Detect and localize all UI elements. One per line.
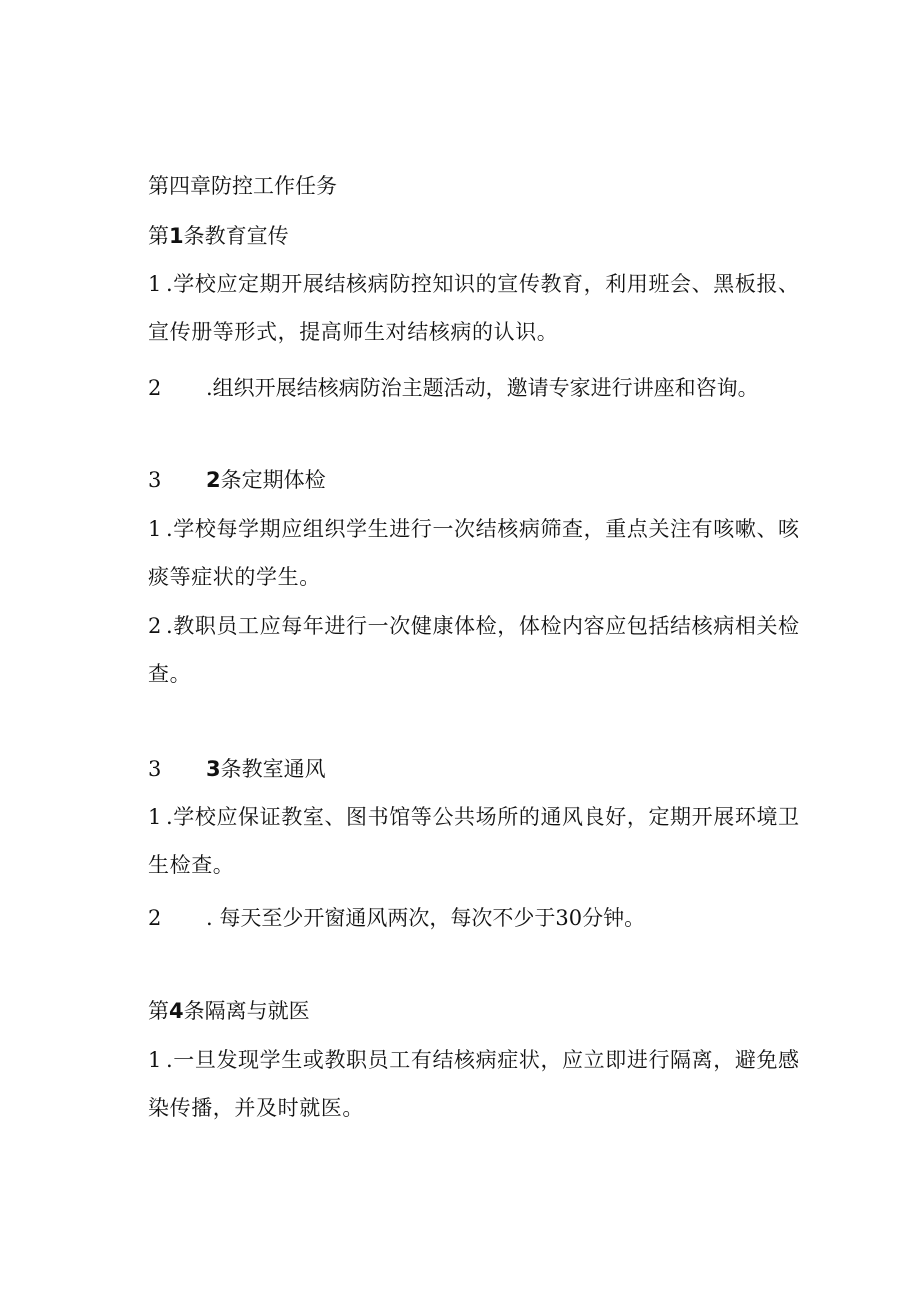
article-3-item-1-text: .学校应保证教室、图书馆等公共场所的通风良好，定期开展环境卫	[165, 805, 800, 829]
article-2-item-2-line-2: 查。	[148, 662, 192, 686]
article-2-number: 2	[206, 468, 221, 492]
article-2-item-1-line-2: 痰等症状的学生。	[148, 565, 321, 589]
article-1-item-1-text: .学校应定期开展结核病防控知识的宣传教育，利用班会、黑板报、	[165, 272, 800, 296]
article-1-item-2-number: 2	[148, 376, 162, 400]
article-3-item-2-text: . 每天至少开窗通风两次，每次不少于30分钟。	[206, 906, 646, 930]
article-4-item-1-line-1	[148, 1046, 800, 1074]
article-2-title: 条定期体检	[220, 468, 326, 492]
article-4-item-1-text: .一旦发现学生或教职员工有结核病症状，应立即进行隔离，避免感	[165, 1048, 800, 1072]
article-2-item-2-number: 2	[148, 614, 162, 638]
article-1-item-1-number: 1	[148, 272, 162, 296]
article-1-item-2-text: .组织开展结核病防治主题活动，邀请专家进行讲座和咨询。	[206, 376, 759, 400]
article-4-title: 条隔离与就医	[183, 999, 310, 1023]
article-3-prefix: 3	[148, 757, 162, 781]
article-3-title: 条教室通风	[220, 757, 326, 781]
article-1-item-1-line-2: 宣传册等形式，提高师生对结核病的认识。	[148, 320, 559, 344]
article-2-heading	[148, 466, 326, 494]
article-2-prefix: 3	[148, 468, 162, 492]
article-2-item-2-line-1	[148, 612, 800, 640]
article-2-item-1-number: 1	[148, 517, 162, 541]
article-3-number: 3	[206, 757, 221, 781]
article-3-item-1-line-2: 生检查。	[148, 853, 235, 877]
article-1-prefix: 第	[148, 224, 169, 248]
article-4-prefix: 第	[148, 999, 169, 1023]
article-2-item-2-text: .教职员工应每年进行一次健康体检，体检内容应包括结核病相关检	[165, 614, 800, 638]
article-3-heading	[148, 755, 326, 783]
article-4-item-1-number: 1	[148, 1048, 162, 1072]
article-3-item-2-number: 2	[148, 906, 162, 930]
article-1-item-1-line-1	[148, 270, 800, 298]
article-3-item-1-number: 1	[148, 805, 162, 829]
article-3-item-2	[148, 904, 645, 932]
article-2-item-1-text: .学校每学期应组织学生进行一次结核病筛查，重点关注有咳嗽、咳	[165, 517, 800, 541]
article-3-item-1-line-1	[148, 803, 800, 831]
article-2-item-1-line-1	[148, 515, 800, 543]
article-4-heading	[148, 997, 310, 1025]
article-1-title: 条教育宣传	[183, 224, 289, 248]
article-4-item-1-line-2: 染传播，并及时就医。	[148, 1096, 364, 1120]
article-1-heading	[148, 222, 289, 250]
article-1-item-2	[148, 374, 759, 402]
article-4-number: 4	[169, 999, 184, 1023]
chapter-title: 第四章防控工作任务	[148, 174, 337, 198]
article-1-number: 1	[169, 224, 184, 248]
